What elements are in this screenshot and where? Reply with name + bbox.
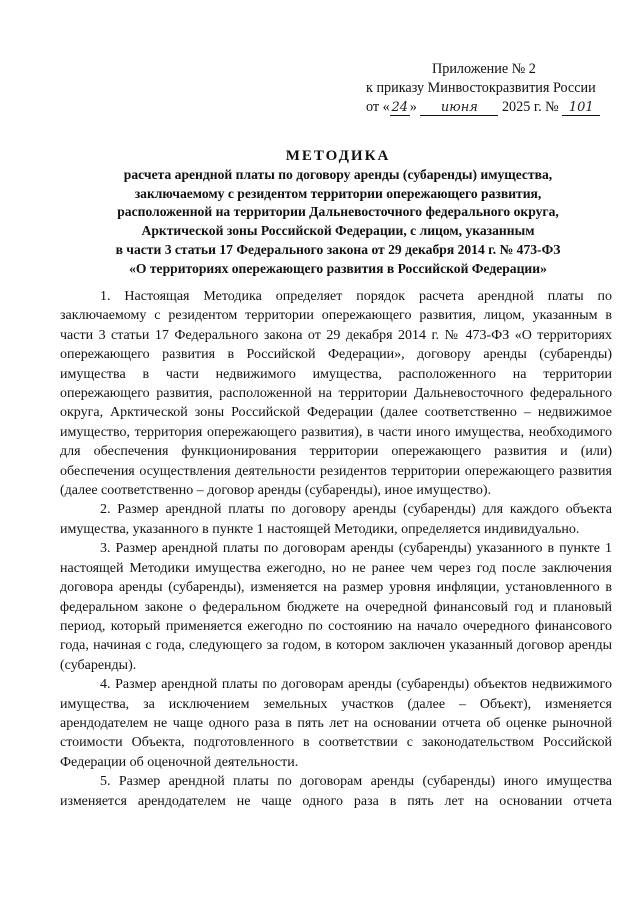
document-title: МЕТОДИКА: [285, 148, 391, 164]
subtitle-line: расчета арендной платы по договору аренды (субаренды) имущества,: [123, 167, 553, 182]
paragraph-3: 3. Размер арендной платы по договорам аренды (субаренды) указанного в пункте 1 настоящей Методики имущества ежегодно, но не ранее чем через год после заключения договора аренды (субаренды), изменяется на размер уровня инфляции, установленного в федеральном законе о федеральном бюджете на очередной финансовый год и плановый период, который применяется ежегодно по состоянию на начало очередного финансового года, начиная с года, следующего за годом, в котором заключен указанный договор аренды (субаренды).: [60, 541, 612, 673]
paragraph-5: 5. Размер арендной платы по договорам аренды (субаренды) иного имущества изменяется арендодателем не чаще одного раза в пять лет на основании отчета: [60, 774, 612, 809]
subtitle-line: расположенной на территории Дальневосточного федерального округа,: [117, 204, 559, 220]
appendix-header: [360, 60, 610, 117]
order-reference: к приказу Минвостокразвития России: [366, 80, 596, 96]
subtitle-line: заключаемому с резидентом территории опережающего развития,: [134, 185, 542, 201]
date-mid: »: [409, 99, 417, 115]
subtitle-line: в части 3 статьи 17 Федерального закона от 29 декабря 2014 г. № 473-ФЗ: [115, 241, 561, 257]
date-month: июня: [420, 100, 498, 116]
order-number: 101: [562, 100, 600, 116]
paragraph-4: 4. Размер арендной платы по договорам аренды (субаренды) объектов недвижимого имущества, за исключением земельных участков (далее – Объект), изменяется арендодателем не чаще одного раза в пять лет на основании отчета об оценке рыночной стоимости Объекта, подготовленного в соответствии с законодательством Российской Федерации об оценочной деятельности.: [60, 677, 612, 770]
document-subtitle: [60, 166, 616, 278]
date-prefix: от «: [366, 99, 390, 115]
paragraph-2: 2. Размер арендной платы по договору аренды (субаренды) для каждого объекта имущества, указанного в пункте 1 настоящей Методики, определяется индивидуально.: [60, 502, 612, 537]
order-date-line: [360, 98, 610, 117]
appendix-label: Приложение № 2: [432, 61, 536, 77]
date-year: 2025 г. №: [501, 99, 559, 115]
document-body: [60, 287, 612, 811]
date-day: 24: [391, 100, 409, 115]
subtitle-line: Арктической зоны Российской Федерации, с лицом, указанным: [141, 223, 535, 239]
subtitle-line: «О территориях опережающего развития в Российской Федерации»: [129, 260, 547, 276]
paragraph-1: 1. Настоящая Методика определяет порядок расчета арендной платы по заключаемому с резидентом территории опережающего развития, лицом, указанным в части 3 статьи 17 Федерального закона от 29 декабря 2014 г. № 473-ФЗ «О территориях опережающего развития в Российской Федерации», договору аренды (субаренды) имущества в части недвижимого имущества, расположенного на территории опережающего развития, расположенной на территории Дальневосточного федерального округа, Арктической зоны Российской Федерации (далее соответственно – недвижимое имущество, территория опережающего развития), в части иного имущества, необходимого для обеспечения функционирования территории опережающего развития и (или) обеспечения осуществления деятельности резидентов территории опережающего развития (далее соответственно – договор аренды (субаренды), иное имущество).: [60, 289, 612, 499]
